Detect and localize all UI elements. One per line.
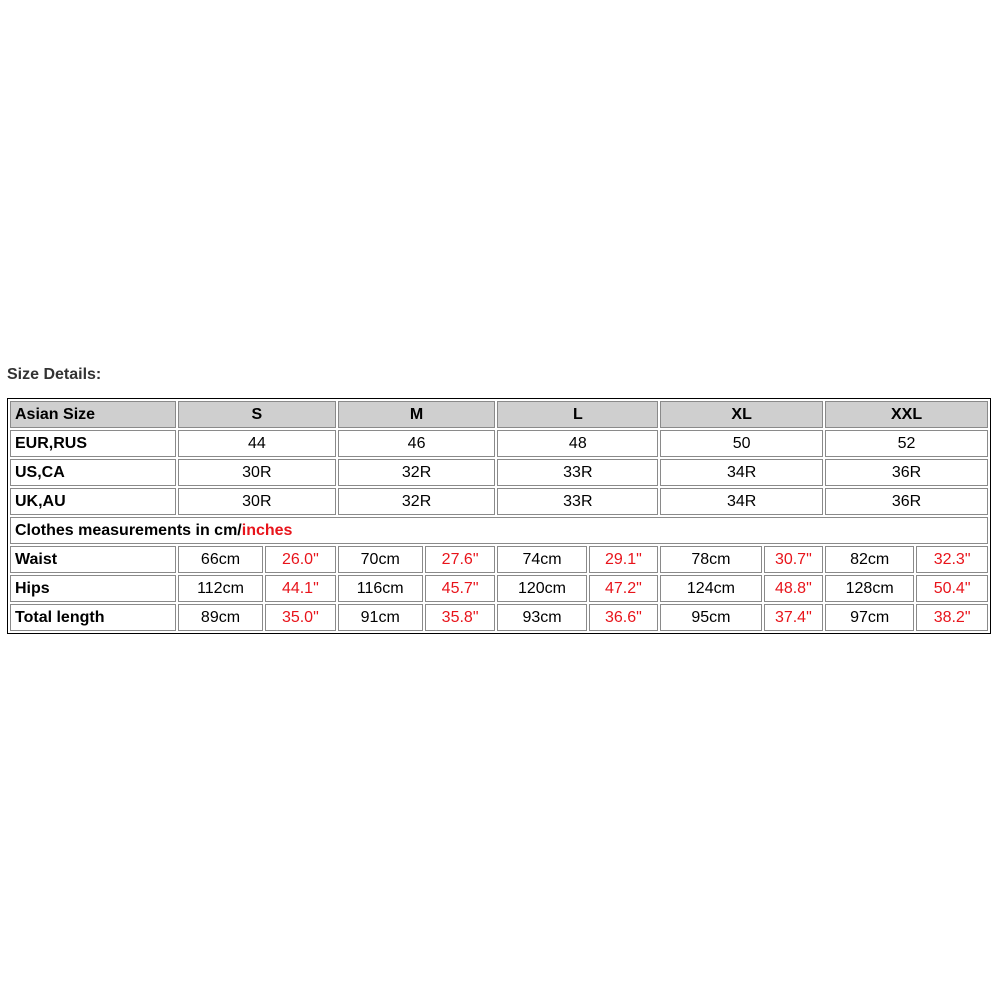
cm-cell: 95cm (660, 604, 761, 631)
cm-cell: 74cm (497, 546, 586, 573)
table-cell: 52 (825, 430, 988, 457)
row-label: Waist (10, 546, 176, 573)
table-cell: 32R (338, 459, 496, 486)
table-cell: 33R (497, 459, 658, 486)
table-row (10, 459, 988, 486)
cm-cell: 89cm (178, 604, 263, 631)
cm-cell: 124cm (660, 575, 761, 602)
row-label: UK,AU (10, 488, 176, 515)
cm-cell: 128cm (825, 575, 914, 602)
inch-cell: 35.0" (265, 604, 336, 631)
table-cell: 32R (338, 488, 496, 515)
header-label: Asian Size (10, 401, 176, 428)
cm-cell: 93cm (497, 604, 586, 631)
header-row (10, 401, 988, 428)
table-cell: 34R (660, 459, 823, 486)
inch-cell: 26.0" (265, 546, 336, 573)
table-cell: 33R (497, 488, 658, 515)
cm-cell: 112cm (178, 575, 263, 602)
inch-cell: 37.4" (764, 604, 823, 631)
table-cell: 36R (825, 488, 988, 515)
inch-cell: 29.1" (589, 546, 659, 573)
size-header: XL (660, 401, 823, 428)
size-header: M (338, 401, 496, 428)
table-cell: 36R (825, 459, 988, 486)
table-cell: 50 (660, 430, 823, 457)
table-row (10, 546, 988, 573)
inch-cell: 47.2" (589, 575, 659, 602)
cm-cell: 66cm (178, 546, 263, 573)
row-label: Total length (10, 604, 176, 631)
table-cell: 44 (178, 430, 336, 457)
table-cell: 46 (338, 430, 496, 457)
size-header: S (178, 401, 336, 428)
page-title: Size Details: (7, 366, 102, 383)
table-cell: 30R (178, 488, 336, 515)
inch-cell: 38.2" (916, 604, 988, 631)
table-cell: 48 (497, 430, 658, 457)
size-header: XXL (825, 401, 988, 428)
row-label: EUR,RUS (10, 430, 176, 457)
cm-cell: 82cm (825, 546, 914, 573)
cm-cell: 120cm (497, 575, 586, 602)
inch-cell: 32.3" (916, 546, 988, 573)
section-title-prefix: Clothes measurements in cm/ (15, 521, 242, 539)
section-title (10, 517, 988, 544)
table-cell: 34R (660, 488, 823, 515)
inch-cell: 50.4" (916, 575, 988, 602)
table-row (10, 488, 988, 515)
cm-cell: 70cm (338, 546, 423, 573)
section-title-highlight: inches (241, 521, 293, 539)
inch-cell: 44.1" (265, 575, 336, 602)
inch-cell: 45.7" (425, 575, 496, 602)
section-row (10, 517, 988, 544)
table-row (10, 575, 988, 602)
row-label: Hips (10, 575, 176, 602)
inch-cell: 36.6" (589, 604, 659, 631)
cm-cell: 78cm (660, 546, 761, 573)
table-cell: 30R (178, 459, 336, 486)
table-row (10, 430, 988, 457)
inch-cell: 35.8" (425, 604, 496, 631)
cm-cell: 97cm (825, 604, 914, 631)
row-label: US,CA (10, 459, 176, 486)
size-chart-table (7, 398, 991, 634)
table-row (10, 604, 988, 631)
inch-cell: 30.7" (764, 546, 823, 573)
inch-cell: 27.6" (425, 546, 496, 573)
inch-cell: 48.8" (764, 575, 823, 602)
cm-cell: 91cm (338, 604, 423, 631)
size-header: L (497, 401, 658, 428)
cm-cell: 116cm (338, 575, 423, 602)
